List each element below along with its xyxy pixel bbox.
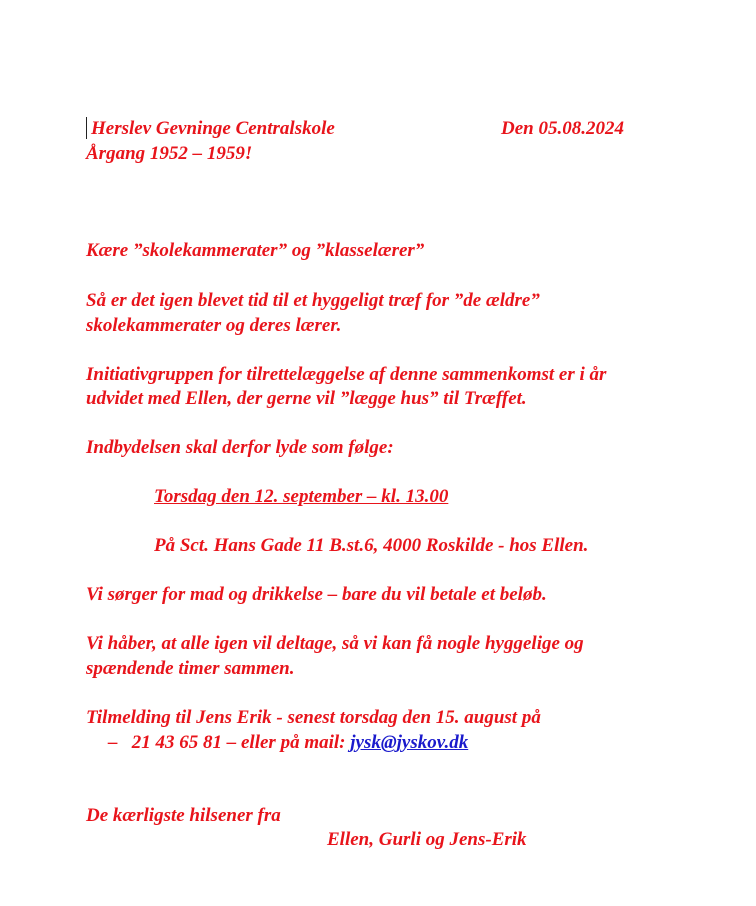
hope-line-1: Vi håber, at alle igen vil deltage, så vi kan få nogle hyggelige og [86, 633, 584, 654]
text-cursor [86, 117, 87, 139]
email-link[interactable]: jysk@jyskov.dk [350, 732, 469, 753]
invitation-intro: Indbydelsen skal derfor lyde som følge: [86, 437, 394, 458]
signup-line-2 [108, 731, 468, 755]
event-datetime: Torsdag den 12. september – kl. 13.00 [154, 486, 449, 507]
paragraph-2-line-1: Initiativgruppen for tilrettelæggelse af denne sammenkomst er i år [86, 364, 607, 385]
paragraph-1-line-2: skolekammerater og deres lærer. [86, 315, 342, 336]
food-note: Vi sørger for mad og drikkelse – bare du vil betale et beløb. [86, 584, 547, 605]
year-group: Årgang 1952 – 1959! [86, 143, 253, 164]
hope-line-2: spændende timer sammen. [86, 658, 295, 679]
school-name: Herslev Gevninge Centralskole [91, 118, 335, 139]
signup-line-1: Tilmelding til Jens Erik - senest torsdag den 15. august på [86, 707, 541, 728]
letter-date: Den 05.08.2024 [501, 118, 624, 139]
paragraph-2-line-2: udvidet med Ellen, der gerne vil ”lægge hus” til Træffet. [86, 388, 527, 409]
event-location: På Sct. Hans Gade 11 B.st.6, 4000 Roskilde - hos Ellen. [154, 535, 589, 556]
signup-phone-text: – 21 43 65 81 – eller på mail: [108, 732, 351, 753]
greeting: Kære ”skolekammerater” og ”klasselærer” [86, 240, 425, 261]
closing-signatures: Ellen, Gurli og Jens-Erik [327, 829, 527, 850]
closing-regards: De kærligste hilsener fra [86, 805, 281, 826]
paragraph-1-line-1: Så er det igen blevet tid til et hyggeligt træf for ”de ældre” [86, 290, 540, 311]
